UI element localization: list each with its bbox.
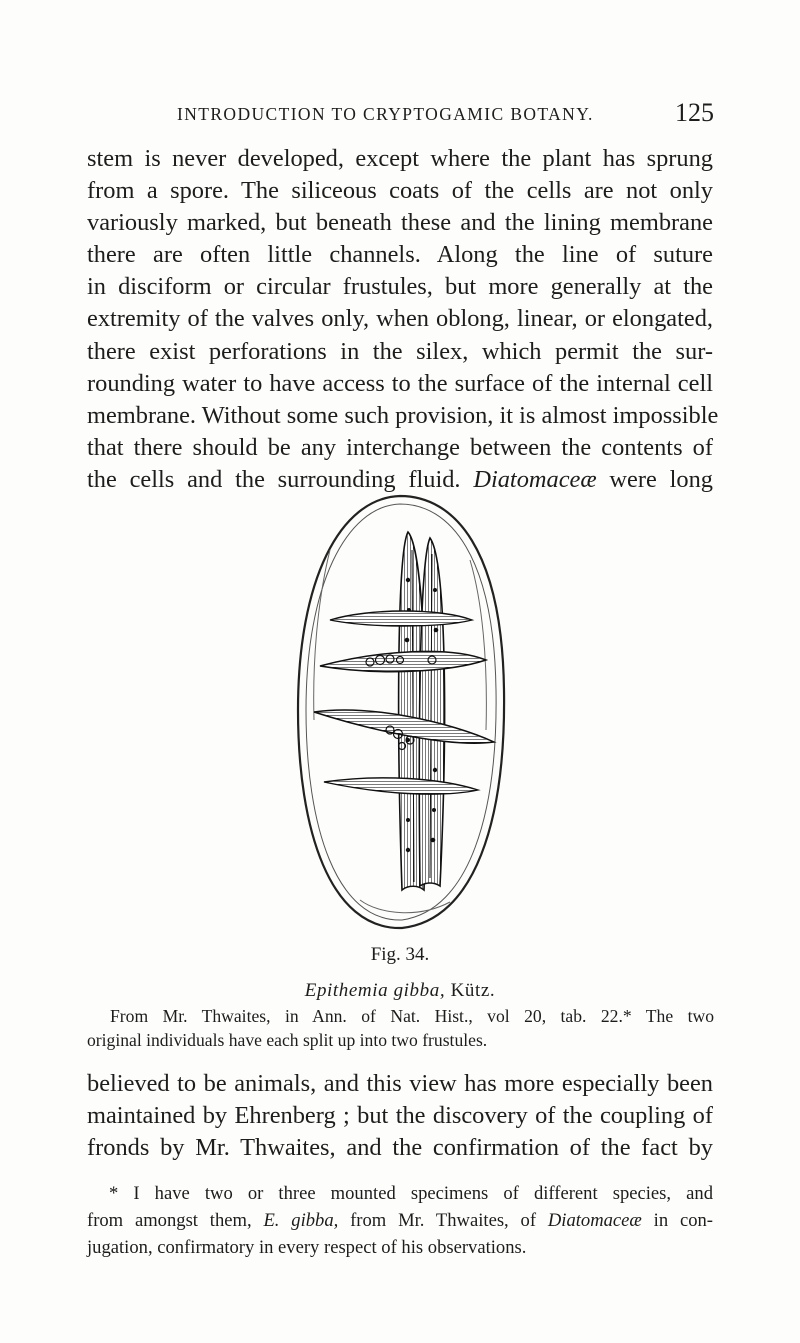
text-line: believed to be animals, and this view has more especially been xyxy=(87,1070,713,1097)
figure-species: Epithemia gibba, xyxy=(304,980,446,1001)
italic-term: Diatomaceæ xyxy=(547,1210,642,1231)
text-line: stem is never developed, except where the plant has sprung xyxy=(87,145,713,172)
caption-line: original individuals have each split up into two frustules. xyxy=(87,1030,488,1050)
footnote xyxy=(87,1180,713,1261)
figure-number: Fig. 34. xyxy=(370,944,430,965)
running-head xyxy=(87,100,714,130)
italic-term: Diatomaceæ xyxy=(473,465,597,493)
italic-term: E. gibba, xyxy=(263,1210,339,1231)
paragraph-top xyxy=(87,143,719,496)
text-line: that there should be any interchange between the contents of xyxy=(87,433,713,461)
text-fragment: from Mr. Thwaites, of xyxy=(350,1210,537,1231)
figure-author: Kütz. xyxy=(450,980,496,1001)
text-fragment: were long xyxy=(609,465,713,493)
figure-title xyxy=(0,980,800,1002)
text-line: membrane. Without some such provision, it is almost impossible xyxy=(87,401,719,429)
text-fragment: the cells and the surrounding fluid. xyxy=(87,465,461,493)
text-line: in disciform or circular frustules, but more generally at the xyxy=(87,273,713,301)
diatom-illustration xyxy=(290,490,510,935)
footnote-line: jugation, confirmatory in every respect of his observations. xyxy=(87,1237,527,1258)
text-line: there are often little channels. Along the line of suture xyxy=(87,241,713,269)
text-line: there exist perforations in the silex, which permit the sur- xyxy=(87,337,713,365)
text-line: from a spore. The siliceous coats of the cells are not only xyxy=(87,177,713,205)
text-fragment: from amongst them, xyxy=(87,1210,252,1231)
text-fragment: in con- xyxy=(653,1210,713,1231)
figure-caption xyxy=(87,1004,714,1052)
text-line: maintained by Ehrenberg ; but the discovery of the coupling of xyxy=(87,1102,713,1130)
footnote-line xyxy=(87,1207,713,1234)
running-title: INTRODUCTION TO CRYPTOGAMIC BOTANY. xyxy=(177,104,594,124)
text-line: fronds by Mr. Thwaites, and the confirmation of the fact by xyxy=(87,1134,713,1162)
text-line: variously marked, but beneath these and the lining membrane xyxy=(87,209,713,237)
footnote-line: * I have two or three mounted specimens of different species, and xyxy=(109,1183,713,1204)
paragraph-bottom xyxy=(87,1068,713,1164)
caption-line: From Mr. Thwaites, in Ann. of Nat. Hist., vol 20, tab. 22.* The two xyxy=(110,1006,714,1026)
page-number: 125 xyxy=(675,98,714,127)
text-line: rounding water to have access to the surface of the internal cell xyxy=(87,369,713,397)
text-line: extremity of the valves only, when oblong, linear, or elongated, xyxy=(87,305,713,333)
